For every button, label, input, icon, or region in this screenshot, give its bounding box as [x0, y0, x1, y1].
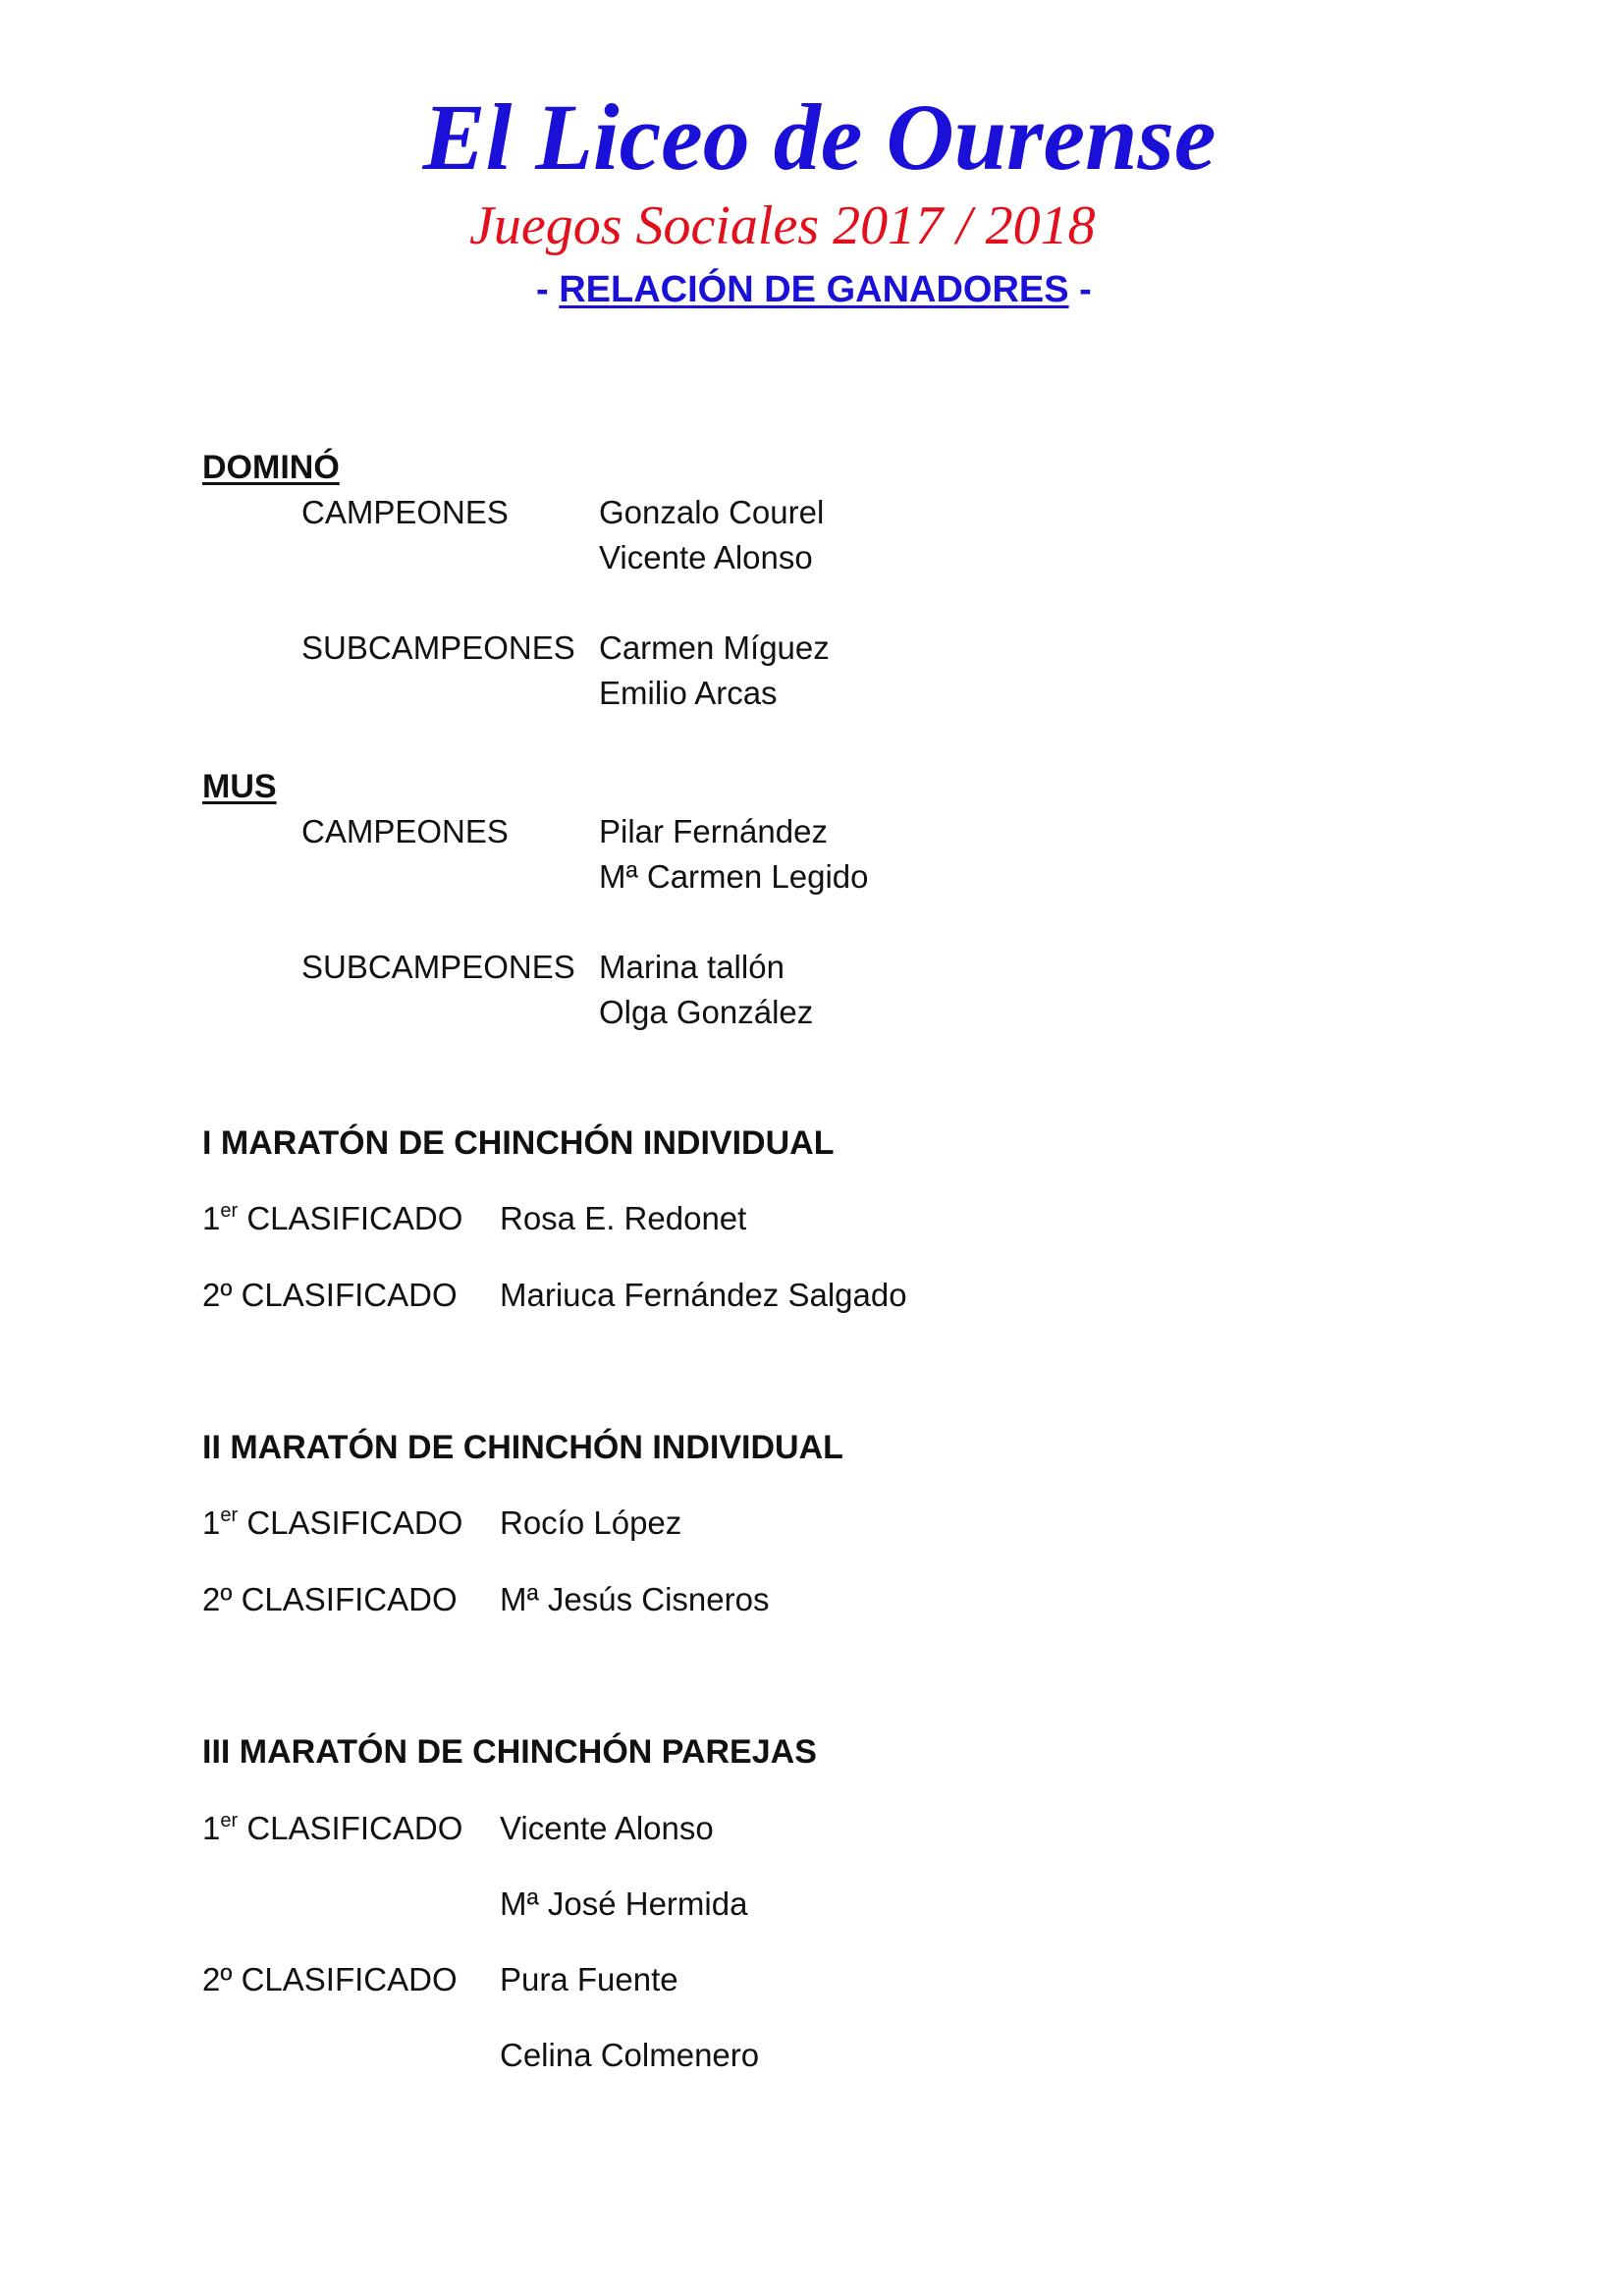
section-heading-maraton-2: II MARATÓN DE CHINCHÓN INDIVIDUAL — [202, 1429, 843, 1466]
place-number: 2º — [202, 1277, 233, 1313]
winner-name: Celina Colmenero — [500, 2037, 760, 2073]
section-heading-maraton-3: III MARATÓN DE CHINCHÓN PAREJAS — [202, 1733, 817, 1771]
group-label: CAMPEONES — [301, 813, 509, 849]
section-heading-maraton-1: I MARATÓN DE CHINCHÓN INDIVIDUAL — [202, 1124, 835, 1162]
place-number: 1 — [202, 1200, 221, 1236]
place-word: CLASIFICADO — [246, 1200, 463, 1236]
winner-name: Carmen Míguez — [599, 629, 830, 666]
place-word: CLASIFICADO — [241, 1277, 458, 1313]
winner-name: Rocío López — [500, 1504, 682, 1541]
place-number: 1 — [202, 1504, 221, 1541]
place-word: CLASIFICADO — [246, 1504, 463, 1541]
winner-name: Emilio Arcas — [599, 675, 778, 711]
heading-dash-left: - — [536, 269, 560, 310]
group-label: CAMPEONES — [301, 494, 509, 530]
winner-name: Mariuca Fernández Salgado — [500, 1277, 907, 1313]
winner-name: Vicente Alonso — [500, 1810, 714, 1846]
winner-name: Mª Jesús Cisneros — [500, 1581, 770, 1617]
winner-name: Vicente Alonso — [599, 539, 813, 575]
section-heading-domino: DOMINÓ — [202, 449, 340, 486]
winners-list-link[interactable]: RELACIÓN DE GANADORES — [559, 269, 1069, 310]
document-title: El Liceo de Ourense — [422, 84, 1217, 190]
winner-name: Gonzalo Courel — [599, 494, 825, 530]
winner-name: Mª José Hermida — [500, 1886, 748, 1922]
place-label — [202, 1808, 462, 1849]
place-label — [202, 1579, 458, 1620]
winner-name: Rosa E. Redonet — [500, 1200, 747, 1236]
place-number: 2º — [202, 1961, 233, 1997]
winner-name: Pura Fuente — [500, 1961, 678, 1997]
place-ordinal: er — [220, 1504, 239, 1526]
place-ordinal: er — [220, 1810, 239, 1831]
place-word: CLASIFICADO — [241, 1961, 458, 1997]
winner-name: Marina tallón — [599, 949, 784, 985]
group-label: SUBCAMPEONES — [301, 949, 575, 985]
place-ordinal: er — [220, 1200, 239, 1222]
place-word: CLASIFICADO — [241, 1581, 458, 1617]
place-number: 1 — [202, 1810, 221, 1846]
place-label — [202, 1275, 458, 1316]
place-label — [202, 1959, 458, 2000]
document-subtitle: Juegos Sociales 2017 / 2018 — [469, 195, 1096, 256]
group-label: SUBCAMPEONES — [301, 629, 575, 666]
place-word: CLASIFICADO — [246, 1810, 463, 1846]
winner-name: Mª Carmen Legido — [599, 858, 869, 895]
winner-name: Olga González — [599, 994, 814, 1030]
heading-dash-right: - — [1068, 269, 1092, 310]
place-label — [202, 1198, 462, 1239]
place-number: 2º — [202, 1581, 233, 1617]
winner-name: Pilar Fernández — [599, 813, 828, 849]
section-heading-mus: MUS — [202, 768, 277, 805]
place-label — [202, 1503, 462, 1544]
winners-list-heading — [536, 267, 1092, 312]
